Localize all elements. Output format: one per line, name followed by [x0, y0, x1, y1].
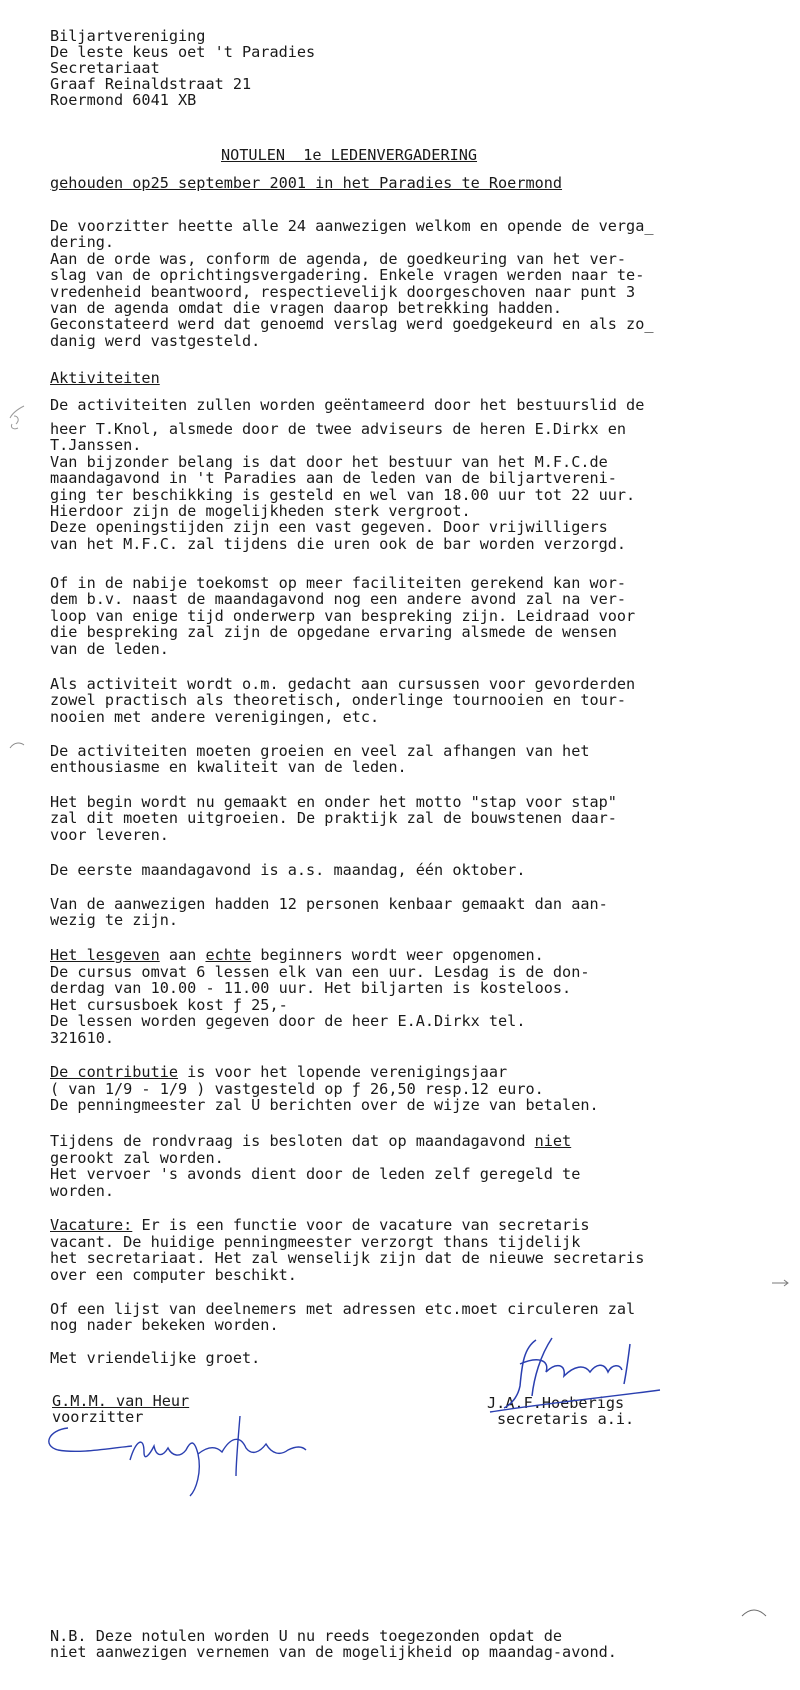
letterhead-line: De leste keus oet 't Paradies [50, 43, 316, 61]
contributie-first-line [50, 1064, 507, 1080]
lessen-text-2: beginners wordt weer opgenomen. [251, 946, 544, 964]
nb-note: N.B. Deze notulen worden U nu reeds toegezonden opdat de niet aanwezigen vernemen van de mogelijkheid op maandag-avond. [50, 1627, 617, 1662]
margin-mark-icon [770, 1278, 790, 1288]
vacature-underlined: Vacature: [50, 1216, 133, 1234]
rondvraag-first-line [50, 1133, 571, 1149]
activiteiten-paragraph-1-line: De activiteiten zullen worden geëntameerd door het bestuurslid de [50, 396, 645, 414]
letterhead-line: Roermond 6041 XB [50, 91, 197, 109]
contributie-underlined: De contributie [50, 1063, 179, 1081]
letterhead-line: Graaf Reinaldstraat 21 [50, 75, 252, 93]
activiteiten-paragraph-5: Het begin wordt nu gemaakt en onder het motto "stap voor stap" zal dit moeten uitgroeien. De praktijk zal de bouwstenen daar- voor leveren. [50, 793, 617, 844]
vacature-text: Er is een functie voor de vacature van secretaris [132, 1216, 590, 1234]
document-title: NOTULEN 1e LEDENVERGADERING [221, 146, 478, 164]
document-subtitle: gehouden op25 september 2001 in het Paradies te Roermond [50, 174, 563, 192]
section-heading-aktiviteiten: Aktiviteiten [50, 369, 160, 387]
signatory-right-name: J.A.F.Hoeberigs [487, 1394, 625, 1412]
activiteiten-paragraph-7: Van de aanwezigen hadden 12 personen kenbaar gemaakt dan aan- wezig te zijn. [50, 895, 608, 930]
margin-mark-icon [740, 1604, 768, 1620]
letterhead-line: Secretariaat [50, 59, 160, 77]
rondvraag-underlined: niet [534, 1132, 572, 1150]
margin-mark-icon [4, 404, 28, 432]
lessen-paragraph: De cursus omvat 6 lessen elk van een uur. Lesdag is de don- derdag van 10.00 - 11.00 uur. Het biljarten is kosteloos. Het cursusboek kost ƒ 25,- De lessen worden gegeven door de heer E.A.Dirkx tel. 321610. [50, 963, 590, 1047]
rondvraag-paragraph: gerookt zal worden. Het vervoer 's avonds dient door de leden zelf geregeld te worden. [50, 1149, 581, 1200]
activiteiten-paragraph-3: Als activiteit wordt o.m. gedacht aan cursussen voor gevorderden zowel practisch als theoretisch, onderlinge tournooien en tour- nooien met andere verenigingen, etc. [50, 675, 636, 726]
vacature-first-line [50, 1217, 589, 1233]
activiteiten-paragraph-6: De eerste maandagavond is a.s. maandag, één oktober. [50, 861, 526, 879]
signature-right [480, 1334, 670, 1419]
activiteiten-paragraph-2: Of in de nabije toekomst op meer faciliteiten gerekend kan wor- dem b.v. naast de maandagavond nog een andere avond zal na ver- loop van enige tijd onderwerp van bespreking zijn. Leidraad voor die bespreking zal zijn de opgedane ervaring alsmede de wensen van de leden. [50, 574, 636, 658]
intro-paragraph: De voorzitter heette alle 24 aanwezigen welkom en opende de verga_ dering. Aan de orde was, conform de agenda, de goedkeuring van het ver- slag van de oprichtingsvergadering. Enkele vragen werden naar te- vredenheid beantwoord, respectievelijk doorgeschoven naar punt 3 van de agenda omdat die vragen daarop betrekking hadden. Geconstateerd werd dat genoemd verslag werd goedgekeurd en als zo_ danig werd vastgesteld. [50, 217, 654, 350]
rondvraag-text: Tijdens de rondvraag is besloten dat op maandagavond [50, 1132, 535, 1150]
closing-greeting: Met vriendelijke groet. [50, 1349, 261, 1367]
contributie-paragraph: ( van 1/9 - 1/9 ) vastgesteld op ƒ 26,50 resp.12 euro. De penningmeester zal U berichten over de wijze van betalen. [50, 1080, 599, 1115]
signature-left [40, 1410, 340, 1500]
activiteiten-paragraph-4: De activiteiten moeten groeien en veel zal afhangen van het enthousiasme en kwaliteit van de leden. [50, 742, 590, 777]
deelnemers-paragraph: Of een lijst van deelnemers met adressen etc.moet circuleren zal nog nader bekeken worden. [50, 1300, 636, 1335]
lessen-underlined-1: Het lesgeven [50, 946, 160, 964]
vacature-paragraph: vacant. De huidige penningmeester verzorgt thans tijdelijk het secretariaat. Het zal wenselijk zijn dat de nieuwe secretaris over een computer beschikt. [50, 1233, 645, 1284]
lessen-text-1: aan [159, 946, 206, 964]
letterhead: Biljartvereniging [50, 27, 206, 45]
signatory-left-role: voorzitter [52, 1408, 144, 1426]
contributie-text: is voor het lopende verenigingsjaar [178, 1063, 508, 1081]
lessen-underlined-2: echte [205, 946, 252, 964]
margin-mark-icon [8, 740, 26, 750]
signatory-right-role: secretaris a.i. [497, 1410, 635, 1428]
signatory-left-name: G.M.M. van Heur [52, 1392, 190, 1410]
activiteiten-paragraph-1: heer T.Knol, alsmede door de twee adviseurs de heren E.Dirkx en T.Janssen. Van bijzonder belang is dat door het bestuur van het M.F.C.de maandagavond in 't Paradies aan de leden van de biljartvereni- ging ter beschikking is gesteld en wel van 18.00 uur tot 22 uur. Hierdoor zijn de mogelijkheden sterk vergroot. Deze openingstijden zijn een vast gegeven. Door vrijwilligers van het M.F.C. zal tijdens die uren ook de bar worden verzorgd. [50, 420, 636, 553]
lessen-first-line [50, 947, 544, 963]
